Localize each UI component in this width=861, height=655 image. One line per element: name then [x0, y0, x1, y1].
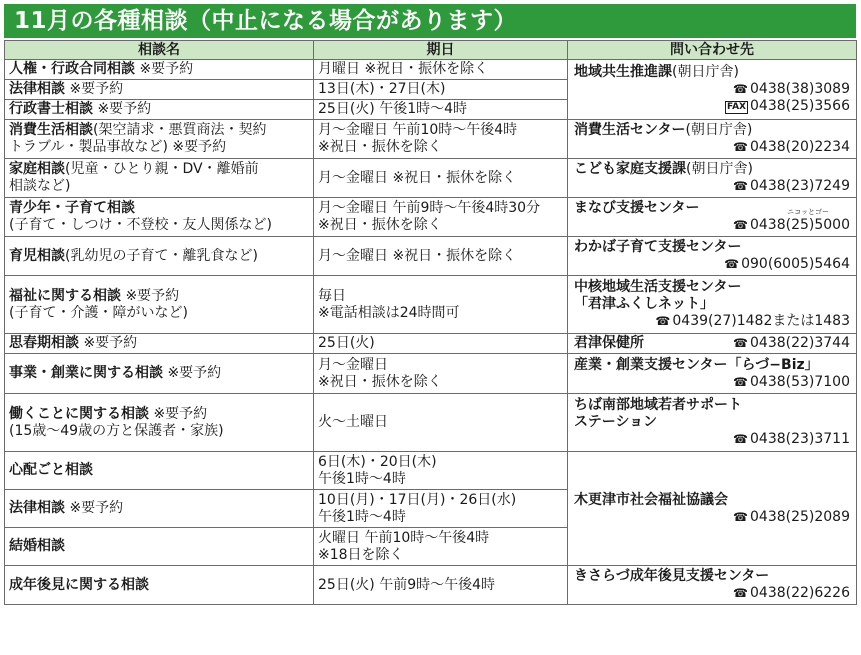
phone-icon: ☎: [724, 257, 740, 271]
contact-org: 産業・創業支援センター「らづ−Biz」: [574, 356, 819, 373]
contact-tel: [574, 509, 850, 526]
consultation-name: [5, 394, 314, 452]
date-line: ※祝日・振休を除く: [318, 139, 442, 155]
phone-icon: ☎: [655, 314, 671, 328]
date-line: 火曜日 午前10時～午後4時: [318, 529, 490, 546]
contact-org: 君津保健所: [574, 335, 644, 351]
table-row: [5, 237, 857, 276]
date-line: 13日(木)・27日(木): [318, 81, 446, 97]
contact-org: [574, 64, 850, 81]
consultation-name: [5, 334, 314, 354]
consultation-note: ※要予約: [121, 287, 180, 304]
date-line: ※祝日・振休を除く: [318, 373, 442, 390]
date-line: 月～金曜日 ※祝日・振休を除く: [318, 247, 517, 264]
consultation-date: [314, 120, 568, 159]
consultation-name: [5, 528, 314, 566]
contact-tel: [574, 81, 850, 98]
date-line: 25日(火) 午後1時～4時: [318, 101, 468, 117]
date-line: 月～金曜日 午前10時～午後4時: [318, 122, 518, 138]
contact-tel: [574, 585, 850, 602]
table-row: [5, 354, 857, 394]
tel-number: 0438(25)2089: [750, 508, 850, 525]
tel-ruby-base: 25: [791, 217, 809, 233]
consultation-note-line2: (子育て・しつけ・不登校・友人関係など): [9, 217, 272, 233]
contact-org: [574, 161, 850, 178]
consultation-date: [314, 528, 568, 566]
consultation-date: [314, 354, 568, 394]
date-line: 6日(木)・20日(木): [318, 453, 437, 470]
org-note: (朝日庁舎): [686, 161, 753, 177]
consultation-name: [5, 198, 314, 237]
consultation-title: 成年後見に関する相談: [9, 576, 149, 593]
table-row: [5, 120, 857, 159]
tel-ruby-text: ニコッとゴー: [787, 208, 829, 216]
consultation-name: [5, 490, 314, 528]
contact-hokenjo: [568, 334, 857, 354]
contact-manabi: [568, 198, 857, 237]
table-row: [5, 198, 857, 237]
consultation-name: [5, 60, 314, 80]
date-line: ※18日を除く: [318, 546, 404, 563]
tel-number-prefix: 0438(: [749, 217, 792, 233]
table-row: [5, 566, 857, 605]
tel-number: 0438(38)3089: [750, 81, 850, 97]
consultation-date: [314, 159, 568, 198]
contact-tel: [574, 431, 850, 448]
date-line: 毎日: [318, 287, 346, 304]
table-row: [5, 334, 857, 354]
consultation-date: [314, 60, 568, 80]
org-name: 地域共生推進課: [574, 64, 672, 80]
consultation-date: [314, 334, 568, 354]
phone-icon: ☎: [733, 586, 748, 600]
column-header-contact: 問い合わせ先: [568, 41, 857, 60]
date-line: 月～金曜日 午前9時～午後4時30分: [318, 200, 541, 216]
contact-wakaba: [568, 237, 857, 276]
consultation-name: [5, 237, 314, 276]
consultation-name: [5, 452, 314, 490]
date-line: 25日(火): [318, 335, 375, 351]
org-note: (朝日庁舎): [672, 64, 739, 80]
date-line: 月～金曜日 ※祝日・振休を除く: [318, 169, 517, 186]
phone-icon: ☎: [733, 374, 748, 389]
consultation-note: ※要予約: [65, 500, 124, 516]
consultation-name: [5, 276, 314, 334]
date-line: 10日(月)・17日(月)・26日(水): [318, 491, 517, 508]
consultation-date: [314, 490, 568, 528]
tel-number: 0438(22)3744: [750, 335, 850, 351]
consultation-date: [314, 100, 568, 120]
column-header-name: 相談名: [5, 41, 314, 60]
date-line: 月曜日 ※祝日・振休を除く: [318, 61, 489, 77]
consultation-name: [5, 566, 314, 605]
contact-kouken: [568, 566, 857, 605]
contact-org-line2: ステーション: [574, 414, 658, 430]
consultation-title: 家庭相談: [9, 161, 65, 177]
consultation-date: [314, 198, 568, 237]
date-line: 午後1時～4時: [318, 470, 406, 487]
date-line: 午後1時～4時: [318, 508, 406, 525]
table-row: [5, 60, 857, 80]
tel-number: 0438(23)7249: [750, 178, 850, 194]
contact-tel: [574, 256, 850, 273]
fax-number: 0438(25)3566: [750, 98, 850, 114]
contact-org: まなび支援センター: [574, 200, 700, 216]
contact-fax: [574, 98, 850, 115]
tel-number: 0438(20)2234: [750, 139, 850, 155]
consultation-note: (乳幼児の子育て・離乳食など): [65, 247, 258, 264]
table-row: [5, 159, 857, 198]
consultation-title: 思春期相談: [9, 335, 79, 351]
contact-org-line2: 「君津ふくしネット」: [574, 296, 714, 312]
consultation-title: 法律相談: [9, 500, 65, 516]
org-name: こども家庭支援課: [574, 161, 686, 177]
consultation-title: 育児相談: [9, 247, 65, 264]
phone-icon: ☎: [733, 336, 748, 350]
consultation-name: [5, 120, 314, 159]
table-row: [5, 394, 857, 452]
table-row: [5, 452, 857, 490]
contact-fukushi: [568, 276, 857, 334]
contact-org: 木更津市社会福祉協議会: [574, 491, 728, 508]
table-row: [5, 276, 857, 334]
consultation-note: ※要予約: [65, 81, 124, 97]
fax-icon: FAX: [726, 102, 746, 112]
phone-icon: ☎: [733, 432, 748, 446]
tel-number: 0438(22)6226: [750, 585, 850, 601]
consultation-date: [314, 237, 568, 276]
consultation-table: [4, 40, 857, 605]
contact-chiiki: [568, 60, 857, 120]
consultation-title: 法律相談: [9, 81, 65, 97]
consultation-title: 福祉に関する相談: [9, 287, 121, 304]
consultation-name: [5, 80, 314, 100]
tel-number-suffix: )5000: [808, 217, 850, 233]
contact-tel: [733, 335, 850, 352]
contact-shohi: [568, 120, 857, 159]
consultation-title: 事業・創業に関する相談: [9, 365, 163, 381]
consultation-note: ※要予約: [163, 365, 222, 381]
contact-kodomo: [568, 159, 857, 198]
consultation-note-line2: 相談など): [9, 178, 71, 194]
date-line: ※電話相談は24時間可: [318, 304, 460, 321]
phone-icon: ☎: [733, 218, 748, 232]
tel-number: 0438(53)7100: [750, 373, 850, 390]
date-line: ※祝日・振休を除く: [318, 217, 442, 233]
consultation-title: 行政書士相談: [9, 101, 93, 117]
consultation-date: [314, 394, 568, 452]
consultation-title: 人権・行政合同相談: [9, 61, 135, 77]
date-line: 25日(火) 午前9時～午後4時: [318, 576, 496, 593]
contact-tel: [574, 374, 850, 391]
consultation-title: 心配ごと相談: [9, 462, 93, 478]
table-header-row: [5, 41, 857, 60]
phone-icon: ☎: [733, 140, 748, 154]
contact-org: ちば南部地域若者サポート: [574, 397, 742, 413]
consultation-name: [5, 159, 314, 198]
consultation-title: 消費生活相談: [9, 122, 93, 138]
consultation-date: [314, 566, 568, 605]
consultation-date: [314, 452, 568, 490]
contact-tel: [574, 313, 850, 330]
consultation-note-line2: (15歳～49歳の方と保護者・家族): [9, 422, 224, 439]
consultation-title: 結婚相談: [9, 538, 65, 554]
contact-sangyo: [568, 354, 857, 394]
contact-wakamono: [568, 394, 857, 452]
date-line: 月～金曜日: [318, 356, 388, 373]
contact-tel: [574, 139, 850, 156]
page-title: 11月の各種相談（中止になる場合があります）: [4, 4, 856, 38]
contact-shakyo: [568, 452, 857, 566]
consultation-notice: [4, 4, 856, 605]
consultation-note: ※要予約: [135, 61, 194, 77]
column-header-date: 期日: [314, 41, 568, 60]
consultation-name: [5, 354, 314, 394]
phone-icon: ☎: [733, 179, 748, 193]
consultation-note-line2: (子育て・介護・障がいなど): [9, 304, 188, 321]
org-name: 消費生活センター: [574, 122, 686, 138]
tel-number: 0438(23)3711: [750, 431, 850, 447]
consultation-date: [314, 80, 568, 100]
date-line: 火～土曜日: [318, 414, 388, 430]
tel-number: 0439(27)1482または1483: [672, 313, 850, 329]
tel-number: 090(6005)5464: [741, 256, 850, 272]
consultation-note: ※要予約: [149, 405, 208, 422]
consultation-note-line2: トラブル・製品事故など) ※要予約: [9, 139, 227, 155]
phone-icon: ☎: [733, 509, 748, 524]
consultation-note: ※要予約: [79, 335, 138, 351]
consultation-note: (架空請求・悪質商法・契約: [93, 122, 267, 138]
consultation-note: ※要予約: [93, 101, 152, 117]
contact-org: きさらづ成年後見支援センター: [574, 568, 770, 584]
contact-org: [574, 122, 850, 139]
consultation-name: [5, 100, 314, 120]
consultation-note: (児童・ひとり親・DV・離婚前: [65, 161, 259, 177]
consultation-date: [314, 276, 568, 334]
org-note: (朝日庁舎): [685, 122, 753, 138]
phone-icon: ☎: [733, 82, 748, 96]
contact-tel: [574, 178, 850, 195]
contact-org: 中核地域生活支援センター: [574, 279, 742, 295]
contact-org: わかば子育て支援センター: [574, 239, 742, 255]
consultation-title: 働くことに関する相談: [9, 405, 149, 422]
consultation-title: 青少年・子育て相談: [9, 200, 135, 216]
